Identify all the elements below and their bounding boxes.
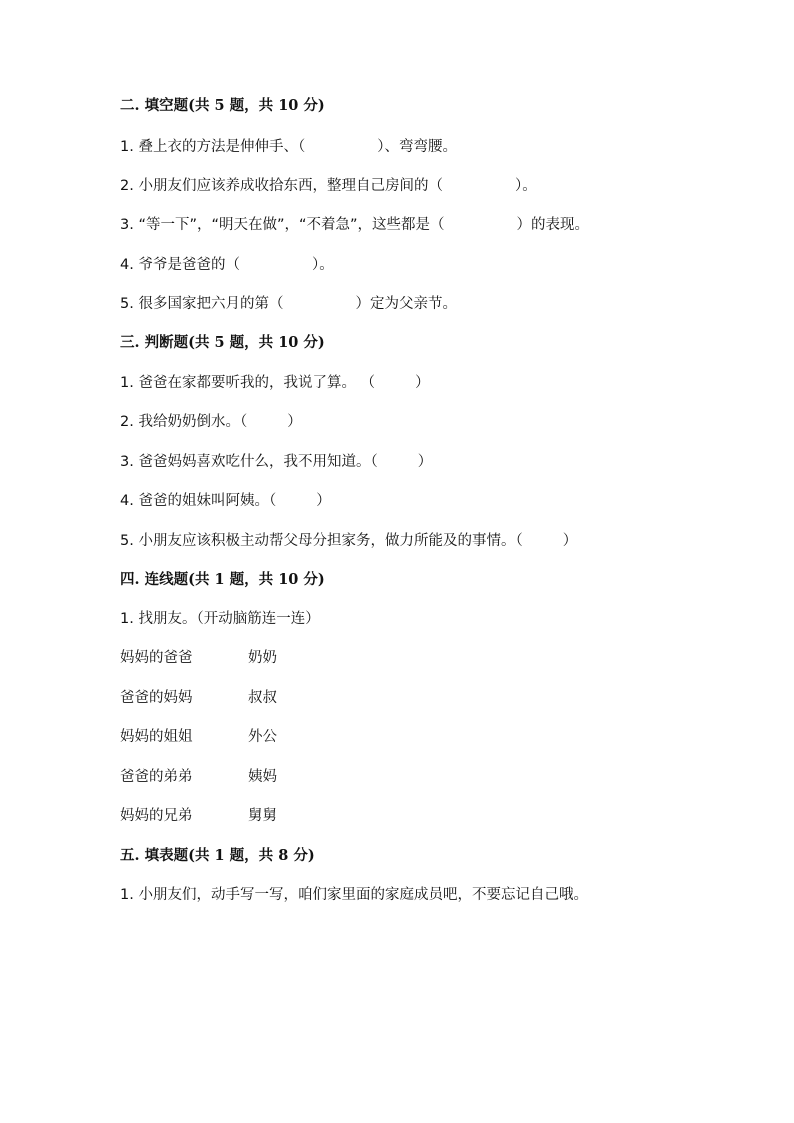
question-text-post: ） <box>316 493 331 509</box>
question-text-post: ）。 <box>514 178 537 194</box>
matching-right-item[interactable]: 舅舅 <box>248 808 277 824</box>
matching-left-item[interactable]: 爸爸的弟弟 <box>120 769 193 785</box>
matching-left-item[interactable]: 妈妈的姐姐 <box>120 729 193 745</box>
matching-right-item[interactable]: 叔叔 <box>248 690 277 706</box>
question-text-pre: 4. 爸爸的姐妹叫阿姨。（ <box>120 493 277 509</box>
section-heading-true-false: 三. 判断题(共 5 题，共 10 分) <box>120 334 325 351</box>
true-false-question-2 <box>120 412 302 432</box>
fill-blank-question-4 <box>120 255 334 275</box>
table-fill-question: 1. 小朋友们，动手写一写，咱们家里面的家庭成员吧，不要忘记自己哦。 <box>120 887 588 903</box>
true-false-question-5 <box>120 531 577 551</box>
section-heading-fill-blank: 二. 填空题(共 5 题，共 10 分) <box>120 97 325 114</box>
question-text-pre: 5. 小朋友应该积极主动帮父母分担家务，做力所能及的事情。（ <box>120 533 523 549</box>
fill-blank-question-3 <box>120 215 589 235</box>
question-text-pre: 3. “等一下”，“明天在做”，“不着急”，这些都是（ <box>120 217 445 233</box>
question-text-post: ） <box>562 533 578 549</box>
question-text-post: ）、弯弯腰。 <box>377 139 457 155</box>
matching-right-item[interactable]: 姨妈 <box>248 769 277 785</box>
fill-blank-question-1 <box>120 137 457 157</box>
fill-blank-question-2 <box>120 176 537 196</box>
question-text-post: ）。 <box>311 257 334 273</box>
section-heading-matching: 四. 连线题(共 1 题，共 10 分) <box>120 571 325 588</box>
question-text-post: ） <box>287 414 302 430</box>
question-text-pre: 5. 很多国家把六月的第（ <box>120 296 284 312</box>
true-false-question-4 <box>120 491 331 511</box>
true-false-question-1 <box>120 373 430 393</box>
question-text-post: ） <box>415 375 430 391</box>
matching-left-item[interactable]: 妈妈的兄弟 <box>120 808 193 824</box>
question-text-post: ） <box>417 454 433 470</box>
question-text-post: ）定为父亲节。 <box>355 296 457 312</box>
true-false-question-3 <box>120 452 432 472</box>
section-heading-table-fill: 五. 填表题(共 1 题，共 8 分) <box>120 847 315 864</box>
question-text-post: ）的表现。 <box>516 217 590 233</box>
question-text-pre: 4. 爷爷是爸爸的（ <box>120 257 240 273</box>
matching-right-item[interactable]: 外公 <box>248 729 277 745</box>
matching-right-item[interactable]: 奶奶 <box>248 650 277 666</box>
question-text-pre: 2. 我给奶奶倒水。（ <box>120 414 248 430</box>
question-text-pre: 3. 爸爸妈妈喜欢吃什么，我不用知道。（ <box>120 454 378 470</box>
matching-left-item[interactable]: 爸爸的妈妈 <box>120 690 193 706</box>
matching-left-item[interactable]: 妈妈的爸爸 <box>120 650 193 666</box>
question-text-pre: 2. 小朋友们应该养成收拾东西，整理自己房间的（ <box>120 178 443 194</box>
matching-question: 1. 找朋友。（开动脑筋连一连） <box>120 611 320 627</box>
question-text-pre: 1. 爸爸在家都要听我的，我说了算。 （ <box>120 375 376 391</box>
fill-blank-question-5 <box>120 294 457 314</box>
question-text-pre: 1. 叠上衣的方法是伸伸手、（ <box>120 139 306 155</box>
